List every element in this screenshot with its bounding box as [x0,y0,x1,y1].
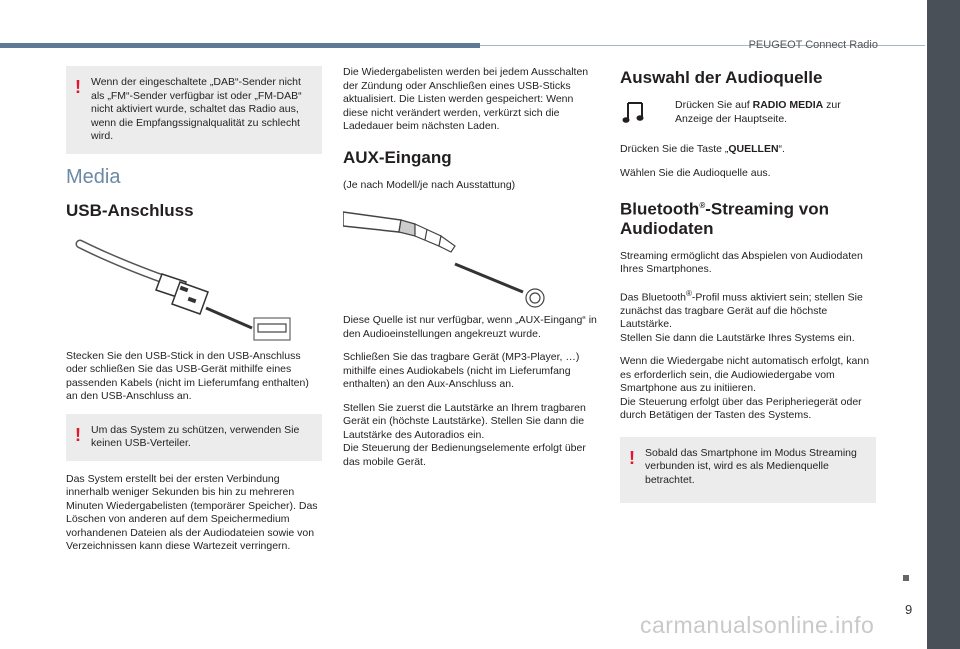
column-left [66,66,322,564]
bt-p3a: Wenn die Wiedergabe nicht automatisch erfolgt, kann es erforderlich sein, die Audiowiedergabe vom Smartphone aus zu initiieren. [620,355,870,395]
note-bt-text: Sobald das Smartphone im Modus Streaming verbunden ist, wird es als Medienquelle betrachtet. [645,446,857,486]
aux-paragraph-3b: Die Steuerung der Bedienungselemente erfolgt über das mobile Gerät. [343,442,586,468]
radio-media-text-pre: Drücken Sie auf [675,99,753,111]
page-number: 9 [905,602,913,617]
aux-paragraph-1: Diese Quelle ist nur verfügbar, wenn „AUX-Eingang“ in den Audioeinstellungen angekreuzt wurde. [343,314,597,340]
audio-source-heading: Auswahl der Audioquelle [620,68,823,87]
music-note-icon [622,99,648,125]
note-dab [66,66,322,154]
continue-marker [903,575,909,581]
radio-media-text-post: zur Anzeige der Hauptseite. [675,99,841,125]
section-title: Media [66,165,121,188]
warning-icon: ! [75,77,81,97]
bt-p3b: Die Steuerung erfolgt über das Peripheriegerät oder durch Betätigen der Tasten des Systems. [620,395,862,422]
bt-paragraph-2 [620,287,876,346]
aux-figure [343,202,599,314]
usb-figure [66,232,322,350]
aux-paragraph-3 [343,402,599,470]
note-usb-text: Um das System zu schützen, verwenden Sie keinen USB-Verteiler. [91,423,300,449]
usb-cable-icon [66,232,322,350]
usb-paragraph-1: Stecken Sie den USB-Stick in den USB-Anschluss oder schließen Sie das USB-Gerät mithilfe eines passenden Kabels (nicht im Lieferumfang enthalten) an den USB-Anschluss an. [66,349,309,402]
sources-text-pre: Drücken Sie die Taste „ [620,143,729,155]
bluetooth-heading [620,196,876,238]
column-right [620,66,876,515]
warning-icon: ! [75,424,81,445]
note-bt [620,437,876,504]
radio-media-text [675,99,876,126]
aux-heading: AUX-Eingang [343,147,452,167]
column-middle [343,66,599,479]
playlists-paragraph: Die Wiedergabelisten werden bei jedem Ausschalten der Zündung oder Anschließen eines USB-Sticks aktualisiert. Die Listen werden gespeichert: Wenn diese nicht verändert werden, verkürzt sich die Ladedauer beim nächsten Laden. [343,66,589,132]
usb-paragraph-2: Das System erstellt bei der ersten Verbindung innerhalb weniger Sekunden bis hin zu mehreren Minuten Wiedergabelisten (temporärer Speicher). Das Löschen von anderen auf dem Speichermedium vorhandenen Dateien als der Audiodateien sowie von Verzeichnissen kann diese Wartezeit verringern. [66,472,318,552]
select-source-paragraph: Wählen Sie die Audioquelle aus. [620,166,771,179]
warning-icon: ! [629,447,635,468]
radio-media-label: RADIO MEDIA [752,99,824,111]
watermark: carmanualsonline.info [640,612,875,638]
bluetooth-heading-b: -Streaming von Audiodaten [620,199,829,238]
aux-jack-icon [343,202,599,314]
bluetooth-heading-a: Bluetooth [620,199,700,219]
sources-button-paragraph [620,143,876,157]
note-usb [66,414,322,461]
note-dab-text: Wenn der eingeschaltete „DAB“-Sender nicht als „FM“-Sender verfügbar ist oder „FM-DAB“ nicht aktiviert wurde, schaltet das Radio aus, wenn die Empfangssignalqualität zu schlecht wird. [91,76,302,142]
bt-p2b: Stellen Sie dann die Lautstärke Ihres Systems ein. [620,331,855,344]
sources-label: QUELLEN [728,143,779,155]
header-rule [0,43,480,48]
usb-heading: USB-Anschluss [66,200,194,220]
side-bar [927,0,960,649]
aux-paragraph-3a: Stellen Sie zuerst die Lautstärke an Ihrem tragbaren Gerät ein (höchste Lautstärke). Stellen Sie dann die Lautstärke des Autoradios ein. [343,401,586,441]
sources-text-post: “. [778,143,785,155]
bluetooth-heading-sup: ® [699,201,706,210]
radio-media-instruction [620,99,876,133]
bt-p2-sup: ® [685,288,692,298]
bt-paragraph-1: Streaming ermöglicht das Abspielen von Audiodaten Ihres Smartphones. [620,249,863,276]
aux-availability-note: (Je nach Modell/je nach Ausstattung) [343,178,516,191]
header-title: PEUGEOT Connect Radio [748,39,878,51]
aux-paragraph-2: Schließen Sie das tragbare Gerät (MP3-Player, …) mithilfe eines Audiokabels (nicht im Lieferumfang enthalten) an den Aux-Anschluss an. [343,351,580,390]
bt-p2-post: -Profil muss aktiviert sein; stellen Sie zunächst das tragbare Gerät auf die höchste Lautstärke. [620,291,863,331]
bt-p2-pre: Das Bluetooth [620,291,686,304]
bt-paragraph-3 [620,355,876,423]
